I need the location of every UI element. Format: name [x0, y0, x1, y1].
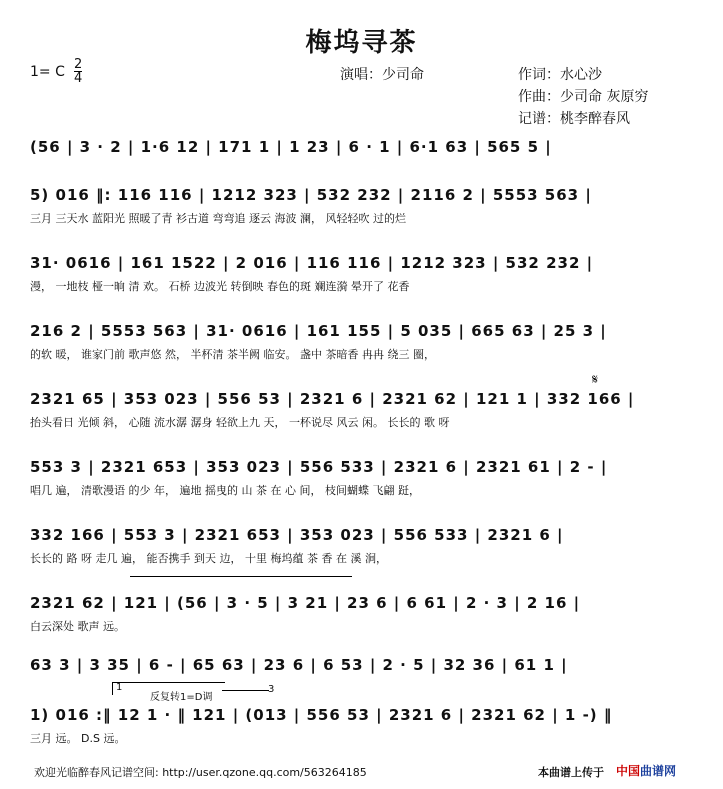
phrase-line — [130, 576, 352, 577]
lyrics-line-3: 漫， 一地枝 桠一晌 清 欢。 石桥 边波光 转倒映 春色的斑 斓连漪 晕开了 花香 — [30, 280, 410, 293]
key-signature: 1= C — [30, 64, 65, 80]
song-title: 梅坞寻茶 — [305, 28, 418, 58]
volta-3-label: 3 — [268, 684, 275, 695]
notes-line-10: 1) 016 :‖ 12 1 · ‖ 121 | (013 | 556 53 | 2321 6 | 2321 62 | 1 -) ‖ — [30, 706, 613, 724]
footer-upload-text: 本曲谱上传于 — [538, 766, 604, 779]
score-line-1 — [30, 138, 711, 182]
repeat-note: 反复转1=D调 — [150, 692, 213, 703]
score-line-5 — [30, 390, 711, 434]
lyricist-credit: 作词：水心沙 — [518, 67, 602, 83]
lyrics-line-6: 唱几 遍， 清歌漫语 的少 年， 遍地 摇曳的 山 茶 在 心 间， 枝间蝴蝶 飞翩 跹， — [30, 484, 420, 497]
site-logo-red: 中国 — [616, 764, 641, 778]
volta-bracket-3 — [222, 690, 269, 691]
site-logo-blue: 曲谱网 — [640, 764, 677, 778]
time-signature-top: 2 — [74, 57, 83, 72]
lyrics-line-4: 的软 暖， 谁家门前 歌声悠 然， 半杯清 茶半阙 临安。 盏中 茶暗香 冉冉 绕三 圈， — [30, 348, 435, 361]
notes-line-2: 5) 016 ‖: 116 116 | 1212 323 | 532 232 | 2116 2 | 5553 563 | — [30, 186, 592, 204]
notes-line-5: 2321 65 | 353 023 | 556 53 | 2321 6 | 2321 62 | 121 1 | 332 166 | — [30, 390, 635, 408]
transcriber-credit: 记谱：桃李醉春风 — [518, 111, 630, 127]
footer-welcome: 欢迎光临醉春风记谱空间: http://user.qzone.qq.com/563264185 — [34, 766, 367, 779]
score-line-4 — [30, 322, 711, 366]
time-signature — [74, 58, 82, 85]
score-line-7 — [30, 526, 711, 570]
site-logo[interactable] — [616, 762, 676, 779]
singer-credit: 演唱：少司命 — [340, 67, 424, 83]
notes-line-4: 216 2 | 5553 563 | 31· 0616 | 161 155 | 5 035 | 665 63 | 25 3 | — [30, 322, 607, 340]
lyrics-line-10: 三月 远。 D.S 远。 — [30, 732, 126, 745]
lyrics-line-5: 抬头看日 光倾 斜， 心随 流水潺 潺身 轻欲上九 天， 一杯说尽 风云 闲。 长长的 歌 呀 — [30, 416, 450, 429]
score-line-2 — [30, 186, 711, 230]
notes-line-8: 2321 62 | 121 | (56 | 3 · 5 | 3 21 | 23 6 | 6 61 | 2 · 3 | 2 16 | — [30, 594, 581, 612]
score-line-6 — [30, 458, 711, 502]
composer-credit: 作曲：少司命 灰原穷 — [518, 89, 649, 105]
notes-line-6: 553 3 | 2321 653 | 353 023 | 556 533 | 2321 6 | 2321 61 | 2 - | — [30, 458, 608, 476]
notes-line-3: 31· 0616 | 161 1522 | 2 016 | 116 116 | 1212 323 | 532 232 | — [30, 254, 594, 272]
score-line-9 — [30, 656, 711, 682]
lyrics-line-7: 长长的 路 呀 走几 遍， 能否携手 到天 边， 十里 梅坞蕴 茶 香 在 溪 涧， — [30, 552, 387, 565]
score-line-10 — [30, 706, 711, 750]
notes-line-7: 332 166 | 553 3 | 2321 653 | 353 023 | 556 533 | 2321 6 | — [30, 526, 564, 544]
score-line-8 — [30, 594, 711, 638]
lyrics-line-2: 三月 三天水 蓝阳光 照暖了青 衫古道 弯弯追 逐云 海波 澜， 风轻轻吹 过的烂 — [30, 212, 406, 225]
time-signature-bottom: 4 — [74, 71, 83, 86]
volta-1-label: 1 — [116, 682, 123, 693]
lyrics-line-8: 白云深处 歌声 远。 — [30, 620, 125, 633]
notes-line-9: 63 3 | 3 35 | 6 - | 65 63 | 23 6 | 6 53 | 2 · 5 | 32 36 | 61 1 | — [30, 656, 568, 674]
segno-sign: 𝄋 — [592, 372, 599, 388]
lyrics-line-1 — [30, 162, 711, 178]
notes-line-1: (56 | 3 · 2 | 1·6 12 | 171 1 | 1 23 | 6 · 1 | 6·1 63 | 565 5 | — [30, 138, 552, 156]
score-line-3 — [30, 254, 711, 298]
